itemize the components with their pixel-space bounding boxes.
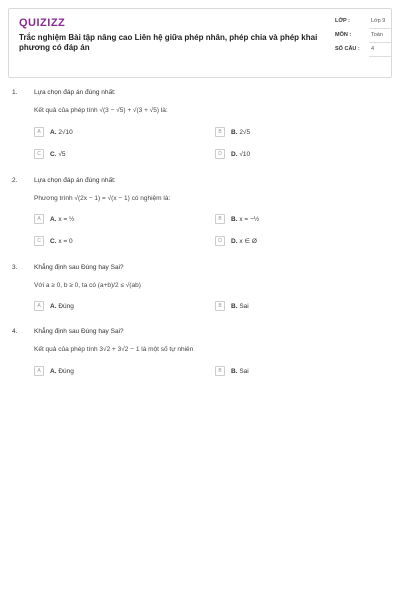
option-text: x = 0 [58,237,73,245]
option-text: x ∈ Ø [239,238,257,245]
option-letter: B. [231,128,238,136]
option-text: Sai [239,367,249,375]
option-letter: C. [50,150,57,158]
meta-row-count [335,43,391,57]
question-text: Phương trình √(2x − 1) = √(x − 1) có nghiệm là: [34,195,171,202]
option-box: B [215,366,225,376]
question-number: 2. [12,177,18,184]
option-text: √5 [58,150,66,158]
meta-key: SỐ CÂU : [335,46,360,52]
question-text: Kết quả của phép tính 3√2 + 3√2 − 1 là một số tự nhiên [34,346,194,353]
option-letter: D. [231,238,238,245]
option-c[interactable] [34,148,66,160]
option-text: x = ½ [58,215,75,223]
option-d[interactable] [215,148,250,160]
question-text: Kết quả của phép tính √(3 − √5) + √(3 + √5) là: [34,107,168,114]
option-box: D [215,149,225,159]
option-a[interactable] [34,300,74,312]
option-box: A [34,301,44,311]
option-c[interactable] [34,235,73,247]
quizizz-logo: QUIZIZZ [19,17,66,29]
worksheet-title: Trắc nghiệm Bài tập nâng cao Liên hệ giữa phép nhân, phép chia và phép khai phương có đáp án [19,33,318,52]
meta-value: Lớp 9 [369,15,391,29]
question-instruction: Lựa chọn đáp án đúng nhất: [34,177,116,184]
option-text: Đúng [58,367,74,375]
option-text: 2√10 [58,128,73,136]
question-instruction: Lựa chọn đáp án đúng nhất: [34,89,116,96]
meta-value: Toán [369,29,391,43]
option-text: Đúng [58,302,74,310]
meta-key: LỚP : [335,18,350,24]
option-a[interactable] [34,126,73,138]
worksheet-header [8,8,392,78]
option-b[interactable] [215,126,250,138]
option-box: D [215,236,225,246]
option-letter: A. [50,215,57,223]
option-box: C [34,236,44,246]
option-box: A [34,127,44,137]
option-a[interactable] [34,213,74,225]
worksheet-meta [335,15,391,57]
option-d[interactable] [215,235,257,247]
question-number: 3. [12,264,18,271]
option-box: A [34,214,44,224]
question-number: 4. [12,328,18,335]
option-letter: C. [50,237,57,245]
option-b[interactable] [215,365,249,377]
option-b[interactable] [215,300,249,312]
option-letter: B. [231,215,238,223]
question-instruction: Khẳng định sau Đúng hay Sai? [34,264,124,271]
option-text: 2√5 [239,128,251,136]
meta-key: MÔN : [335,32,352,38]
option-a[interactable] [34,365,74,377]
meta-row-grade [335,15,391,29]
option-letter: A. [50,367,57,375]
option-text: x = −½ [239,215,260,223]
question-instruction: Khẳng định sau Đúng hay Sai? [34,328,124,335]
option-letter: A. [50,128,57,136]
option-letter: A. [50,302,57,310]
option-box: B [215,214,225,224]
question-text: Với a ≥ 0, b ≥ 0, ta có (a+b)/2 ≤ √(ab) [34,282,141,289]
option-box: B [215,127,225,137]
option-box: C [34,149,44,159]
option-b[interactable] [215,213,259,225]
option-box: B [215,301,225,311]
question-number: 1. [12,89,18,96]
option-letter: B. [231,302,238,310]
meta-row-subject [335,29,391,43]
meta-value: 4 [369,43,391,57]
option-text: √10 [239,150,251,158]
option-letter: B. [231,367,238,375]
option-box: A [34,366,44,376]
option-text: Sai [239,302,249,310]
option-letter: D. [231,150,238,158]
